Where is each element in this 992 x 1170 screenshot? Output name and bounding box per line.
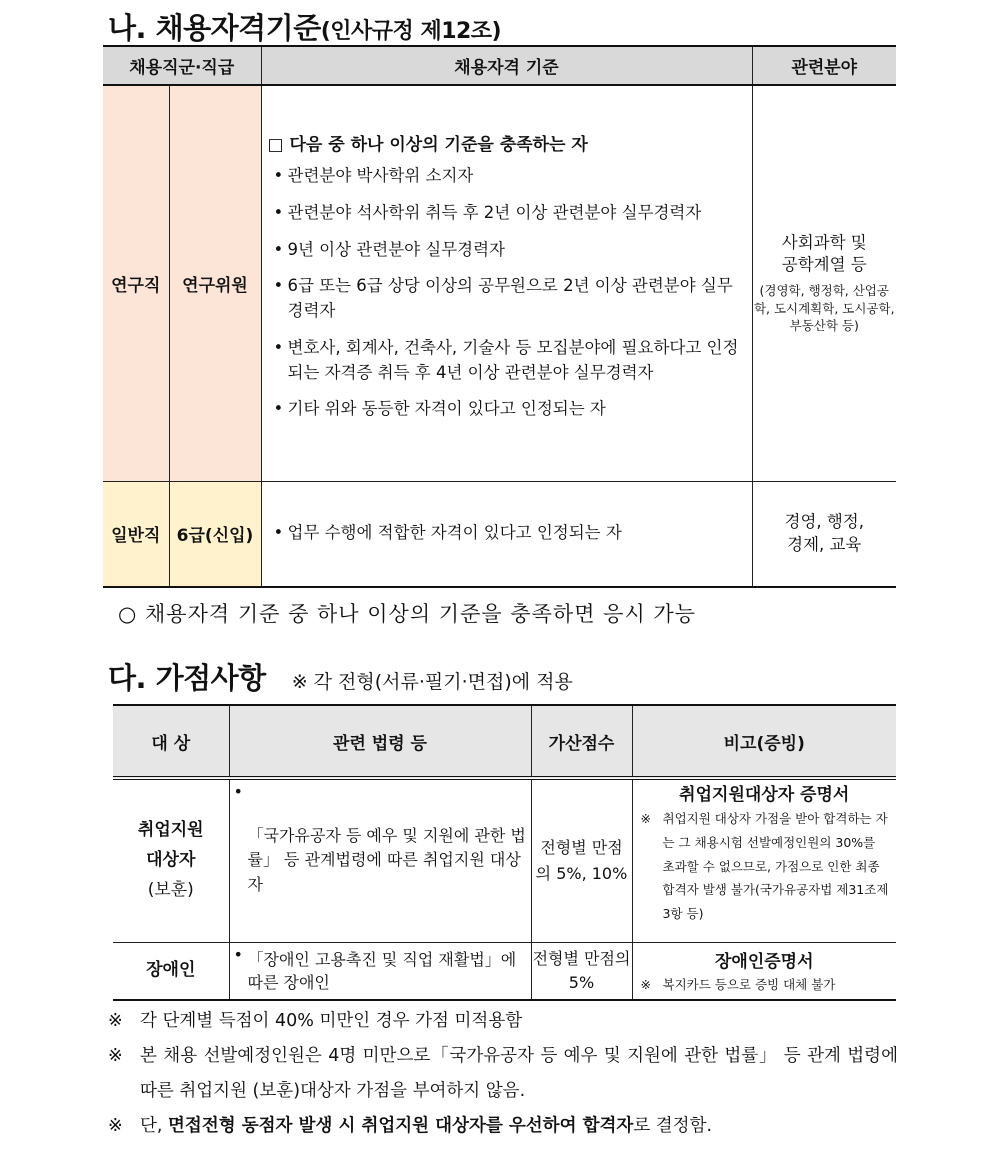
table-row-veteran <box>113 778 896 942</box>
criteria-item: • 업무 수행에 적합한 자격이 있다고 인정되는 자 <box>270 521 748 546</box>
row-general-group: 일반직 <box>103 481 169 587</box>
header-score: 가산점수 <box>531 705 632 778</box>
row-veteran-score: 전형별 만점의 5%, 10% <box>531 778 632 942</box>
criteria-item: • 6급 또는 6급 상당 이상의 공무원으로 2년 이상 관련분야 실무경력자 <box>270 274 748 324</box>
criteria-item: • 관련분야 석사학위 취득 후 2년 이상 관련분야 실무경력자 <box>270 201 748 226</box>
reference-mark: ※ <box>108 1116 123 1136</box>
bonus-points-table <box>113 704 896 1001</box>
section-title-da <box>108 656 573 697</box>
criteria-item: • 관련분야 박사학위 소지자 <box>270 164 748 189</box>
criteria-item: • 변호사, 회계사, 건축사, 기술사 등 모집분야에 필요하다고 인정되는 자격증 취득 후 4년 이상 관련분야 실무경력자 <box>270 336 748 386</box>
row-disabled-score: 전형별 만점의 5% <box>531 942 632 1000</box>
reference-mark: ※ <box>640 811 651 826</box>
row-general-grade: 6급(신입) <box>169 481 261 587</box>
header-target: 대 상 <box>113 705 229 778</box>
note-text-wrap <box>633 972 897 995</box>
row-disabled-target <box>113 942 229 1000</box>
note-text-wrap <box>633 805 897 926</box>
section-title-da-text: 다. 가점사항 <box>108 661 266 695</box>
note-text: 복지카드 등으로 증빙 대체 불가 <box>662 976 836 992</box>
footnote-2 <box>108 1039 898 1109</box>
header-law: 관련 법령 등 <box>229 705 531 778</box>
footnote-text: 각 단계별 득점이 40% 미만인 경우 가점 미적용함 <box>140 1011 523 1031</box>
footnote-text-c: 로 결정함. <box>633 1116 713 1136</box>
section-title-na-text: 나. 채용자격기준 <box>108 11 321 45</box>
criteria-item: • 9년 이상 관련분야 실무경력자 <box>270 238 748 263</box>
row-disabled-law: • 「장애인 고용촉진 및 직업 재활법」에 따른 장애인 <box>229 942 531 1000</box>
row-general-field <box>752 481 896 587</box>
note-text: 취업지원 대상자 가점을 받아 합격하는 자는 그 채용시험 선발예정인원의 30%를 초과할 수 없으므로, 가점으로 인한 최종 합격자 발생 불가(국가유공자법 제31조제3항 등) <box>662 811 889 921</box>
footnote-3 <box>108 1109 898 1144</box>
eligibility-note: ○ 채용자격 기준 중 하나 이상의 기준을 충족하면 응시 가능 <box>118 602 696 626</box>
reference-mark: ※ <box>108 1046 123 1066</box>
footnote-text-a: 단, <box>140 1116 169 1136</box>
footnote-1 <box>108 1004 898 1039</box>
table-row-disabled <box>113 942 896 1000</box>
qualification-table <box>103 45 896 588</box>
row-research-grade: 연구위원 <box>169 85 261 481</box>
section-title-na-paren: (인사규정 제12조) <box>320 19 502 44</box>
reference-mark: ※ <box>640 976 651 992</box>
table-row-research <box>103 85 896 481</box>
note-title: 장애인증명서 <box>714 951 814 972</box>
header-note: 비고(증빙) <box>632 705 896 778</box>
footnotes <box>108 1004 898 1144</box>
row-veteran-note <box>632 778 896 942</box>
footnote-text: 본 채용 선발예정인원은 4명 미만으로「국가유공자 등 예우 및 지원에 관한 법률」 등 관계 법령에 따른 취업지원 (보훈)대상자 가점을 부여하지 않음. <box>140 1046 898 1101</box>
row-research-criteria <box>261 85 752 481</box>
row-research-group: 연구직 <box>103 85 169 481</box>
row-veteran-law: • 「국가유공자 등 예우 및 지원에 관한 법률」 등 관계법령에 따른 취업지원 대상자 <box>229 778 531 942</box>
target-line: 장애인 <box>146 959 196 980</box>
note-title: 취업지원대상자 증명서 <box>679 785 850 805</box>
row-research-field <box>752 85 896 481</box>
bonus-table-header <box>113 705 896 778</box>
target-line: 대상자 <box>146 849 196 870</box>
reference-mark: ※ <box>108 1011 123 1031</box>
field-main: 경영, 행정, 경제, 교육 <box>784 512 864 554</box>
row-disabled-note <box>632 942 896 1000</box>
header-group-grade: 채용직군·직급 <box>103 46 261 85</box>
qualification-table-header <box>103 46 896 85</box>
row-veteran-target <box>113 778 229 942</box>
section-title-da-note: ※ 각 전형(서류·필기·면접)에 적용 <box>291 671 573 693</box>
row-general-criteria <box>261 481 752 587</box>
target-line: (보훈) <box>147 879 194 900</box>
section-title-na <box>108 6 501 47</box>
table-row-general <box>103 481 896 587</box>
header-field: 관련분야 <box>752 46 896 85</box>
field-sub: (경영학, 행정학, 산업공학, 도시계획학, 도시공학, 부동산학 등) <box>753 283 895 334</box>
field-main: 사회과학 및 공학계열 등 <box>781 232 867 274</box>
footnote-text-bold: 면접전형 동점자 발생 시 취업지원 대상자를 우선하여 합격자 <box>168 1116 634 1136</box>
criteria-item: • 기타 위와 동등한 자격이 있다고 인정되는 자 <box>270 397 748 422</box>
target-line: 취업지원 <box>137 820 204 841</box>
criteria-heading: □ 다음 중 하나 이상의 기준을 충족하는 자 <box>267 134 588 155</box>
header-criteria: 채용자격 기준 <box>261 46 752 85</box>
